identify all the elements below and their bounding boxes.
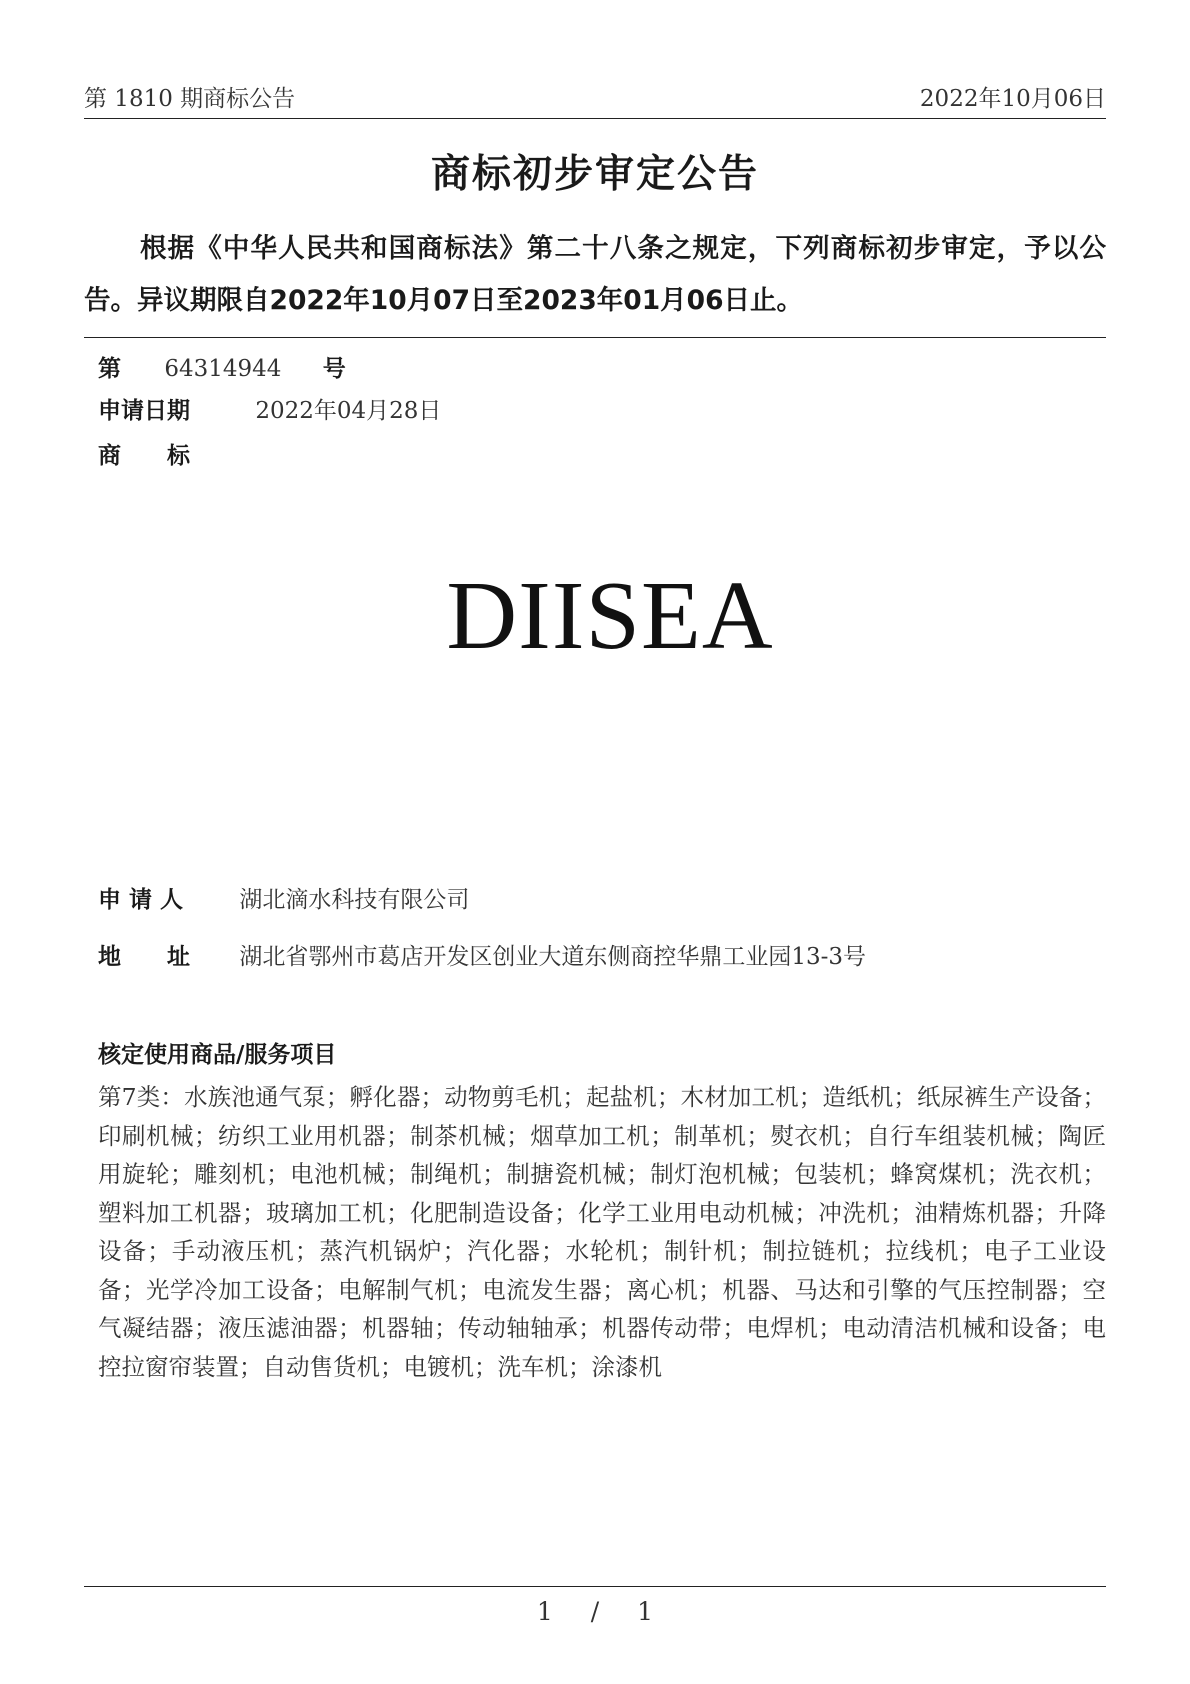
divider-bottom xyxy=(84,1586,1106,1587)
trademark-image: DIISEA xyxy=(446,562,774,670)
registration-number-row xyxy=(98,350,346,383)
application-date: 2022年04月28日 xyxy=(255,398,442,424)
registration-number-prefix: 第 xyxy=(98,356,121,382)
page-header xyxy=(84,78,1106,119)
applicant-row xyxy=(98,881,469,914)
mark-label-row xyxy=(98,437,190,470)
goods-list: 第7类：水族池通气泵；孵化器；动物剪毛机；起盐机；木材加工机；造纸机；纸尿裤生产设备；印刷机械；纺织工业用机器；制茶机械；烟草加工机；制革机；熨衣机；自行车组装机械；陶匠用旋轮；雕刻机；电池机械；制绳机；制搪瓷机械；制灯泡机械；包装机；蜂窝煤机；洗衣机；塑料加工机器；玻璃加工机；化肥制造设备；化学工业用电动机械；冲洗机；油精炼机器；升降设备；手动液压机；蒸汽机锅炉；汽化器；水轮机；制针机；制拉链机；拉线机；电子工业设备；光学冷加工设备；电解制气机；电流发生器；离心机；机器、马达和引擎的气压控制器；空气凝结器；液压滤油器；机器轴；传动轴轴承；机器传动带；电焊机；电动清洁机械和设备；电控拉窗帘装置；自动售货机；电镀机；洗车机；涂漆机 xyxy=(98,1083,1106,1381)
applicant-label: 申 请 人 xyxy=(98,887,184,913)
page-title: 商标初步审定公告 xyxy=(430,152,759,197)
registration-number: 64314944 xyxy=(164,356,282,382)
header-date: 2022年10月06日 xyxy=(919,86,1106,112)
address-value: 湖北省鄂州市葛店开发区创业大道东侧商控华鼎工业园13-3号 xyxy=(239,944,866,970)
divider-top xyxy=(84,337,1106,338)
registration-number-suffix: 号 xyxy=(322,356,346,382)
application-date-row xyxy=(98,392,441,425)
goods-section-title: 核定使用商品/服务项目 xyxy=(98,1042,337,1068)
mark-label: 商 标 xyxy=(98,443,190,469)
address-row xyxy=(98,938,866,971)
address-label: 地 址 xyxy=(98,944,190,970)
application-date-label: 申请日期 xyxy=(98,398,190,424)
intro-paragraph: 根据《中华人民共和国商标法》第二十八条之规定，下列商标初步审定，予以公告。异议期限自2022年10月07日至2023年01月06日止。 xyxy=(84,233,1106,316)
applicant-name: 湖北滴水科技有限公司 xyxy=(239,887,470,913)
issue-number: 第 1810 期商标公告 xyxy=(84,86,296,112)
page-number: 1 / 1 xyxy=(536,1597,654,1626)
